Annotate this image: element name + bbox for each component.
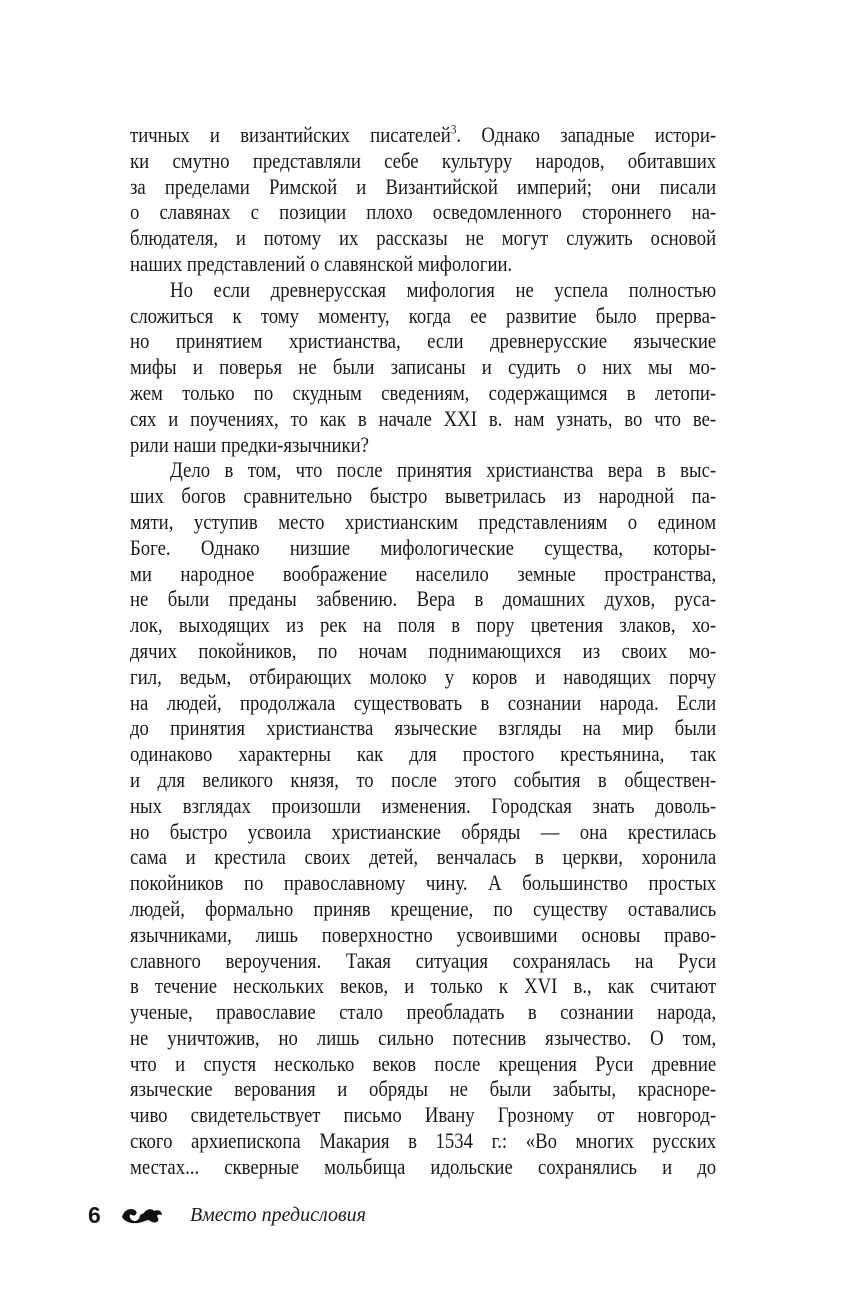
text-line bbox=[130, 819, 716, 845]
footnote-ref[interactable]: 3 bbox=[450, 121, 457, 137]
line-text: и для великого князя, то после этого события в обществен- bbox=[130, 766, 717, 792]
line-text: одинаково характерны как для простого крестьянина, так bbox=[130, 741, 717, 767]
text-line bbox=[130, 277, 716, 303]
running-title: Вместо предисловия bbox=[190, 1203, 366, 1226]
text-line bbox=[130, 1076, 716, 1102]
text-line bbox=[130, 1102, 716, 1128]
line-text: блюдателя, и потому их рассказы не могут служить основой bbox=[130, 225, 717, 251]
line-text: за пределами Римской и Византийской империй; они писали bbox=[130, 173, 717, 199]
line-text: не уничтожив, но лишь сильно потеснив язычество. О том, bbox=[130, 1024, 717, 1050]
line-text: что и спустя несколько веков после крещения Руси древние bbox=[130, 1050, 717, 1076]
text-line bbox=[130, 638, 716, 664]
line-text: людей, формально приняв крещение, по существу оставались bbox=[130, 895, 717, 921]
line-text: тичных и византийских писателей bbox=[130, 122, 451, 147]
page-footer bbox=[88, 1200, 366, 1230]
text-line bbox=[130, 741, 716, 767]
text-line bbox=[130, 1051, 716, 1077]
line-text: покойников по православному чину. А большинство простых bbox=[130, 870, 717, 896]
line-text: ученые, православие стало преобладать в сознании народа, bbox=[130, 999, 717, 1025]
text-line bbox=[130, 148, 716, 174]
line-text: мяти, уступив место христианским представлениям о едином bbox=[130, 508, 717, 534]
line-text: Но если древнерусская мифология не успела полностью bbox=[170, 276, 717, 302]
line-text: о славянах с позиции плохо осведомленного стороннего на- bbox=[130, 199, 717, 225]
line-text: местах... скверные мольбища идольские сохранялись и до bbox=[130, 1153, 717, 1179]
text-line bbox=[130, 586, 716, 612]
text-line bbox=[130, 406, 716, 432]
text-line bbox=[130, 870, 716, 896]
line-text: сложиться к тому моменту, когда ее развитие было прерва- bbox=[130, 302, 717, 328]
text-line bbox=[130, 509, 716, 535]
text-line bbox=[130, 948, 716, 974]
line-text: до принятия христианства языческие взгляды на мир были bbox=[130, 715, 717, 741]
line-text: ших богов сравнительно быстро выветрилась из народной па- bbox=[130, 483, 717, 509]
text-line bbox=[130, 457, 716, 483]
line-text: гил, ведьм, отбирающих молоко у коров и наводящих порчу bbox=[130, 663, 717, 689]
line-text: но быстро усвоила христианские обряды — она крестилась bbox=[130, 818, 717, 844]
text-line bbox=[130, 122, 716, 148]
line-text: ных взглядах произошли изменения. Городская знать доволь- bbox=[130, 792, 717, 818]
text-line bbox=[130, 715, 716, 741]
text-line bbox=[130, 1025, 716, 1051]
text-line bbox=[130, 767, 716, 793]
line-text: языческие верования и обряды не были забыты, красноре- bbox=[130, 1076, 717, 1102]
text-line bbox=[130, 251, 716, 277]
text-line bbox=[130, 328, 716, 354]
dragon-ornament-icon bbox=[120, 1205, 164, 1225]
line-text: язычниками, лишь поверхностно усвоившими основы право- bbox=[130, 921, 717, 947]
text-line bbox=[130, 432, 716, 458]
text-line bbox=[130, 1128, 716, 1154]
text-line bbox=[130, 999, 716, 1025]
text-line bbox=[130, 174, 716, 200]
page-number: 6 bbox=[88, 1201, 101, 1228]
text-line bbox=[130, 793, 716, 819]
line-text: дячих покойников, по ночам поднимающихся из своих мо- bbox=[130, 637, 717, 663]
text-line bbox=[130, 690, 716, 716]
line-text: жем только по скудным сведениям, содержащимся в летопи- bbox=[130, 379, 717, 405]
text-line bbox=[130, 354, 716, 380]
text-line bbox=[130, 612, 716, 638]
text-line bbox=[130, 1154, 716, 1180]
text-line bbox=[130, 561, 716, 587]
line-text: славного вероучения. Такая ситуация сохранялась на Руси bbox=[130, 947, 717, 973]
line-text: но принятием христианства, если древнерусские языческие bbox=[130, 328, 717, 354]
line-text: наших представлений о славянской мифологии. bbox=[130, 250, 513, 276]
text-line bbox=[130, 483, 716, 509]
text-line bbox=[130, 535, 716, 561]
text-line bbox=[130, 199, 716, 225]
line-text: в течение нескольких веков, и только к XVI в., как считают bbox=[130, 973, 717, 999]
line-text: ми народное воображение населило земные пространства, bbox=[130, 560, 717, 586]
body-text bbox=[130, 122, 716, 1180]
line-text: . Однако западные истори- bbox=[456, 122, 717, 147]
text-line bbox=[130, 664, 716, 690]
line-text: не были преданы забвению. Вера в домашних духов, руса- bbox=[130, 586, 717, 612]
line-text: сях и поучениях, то как в начале XXI в. нам узнать, во что ве- bbox=[130, 405, 717, 431]
line-text: ского архиепископа Макария в 1534 г.: «Во многих русских bbox=[130, 1128, 717, 1154]
line-text: на людей, продолжала существовать в сознании народа. Если bbox=[130, 689, 717, 715]
text-line bbox=[130, 225, 716, 251]
line-text: Дело в том, что после принятия христианства вера в выс- bbox=[170, 457, 717, 483]
line-text: Боге. Однако низшие мифологические существа, которы- bbox=[130, 534, 717, 560]
line-text: чиво свидетельствует письмо Ивану Грозному от новгород- bbox=[130, 1102, 717, 1128]
text-line bbox=[130, 844, 716, 870]
line-text: рили наши предки-язычники? bbox=[130, 431, 369, 457]
text-line bbox=[130, 303, 716, 329]
line-text: сама и крестила своих детей, венчалась в церкви, хоронила bbox=[130, 844, 717, 870]
line-text: ки смутно представляли себе культуру народов, обитавших bbox=[130, 147, 717, 173]
text-line bbox=[130, 896, 716, 922]
text-line bbox=[130, 380, 716, 406]
line-text: лок, выходящих из рек на поля в пору цветения злаков, хо- bbox=[130, 612, 717, 638]
text-line bbox=[130, 922, 716, 948]
text-line bbox=[130, 973, 716, 999]
line-text: мифы и поверья не были записаны и судить о них мы мо- bbox=[130, 354, 717, 380]
